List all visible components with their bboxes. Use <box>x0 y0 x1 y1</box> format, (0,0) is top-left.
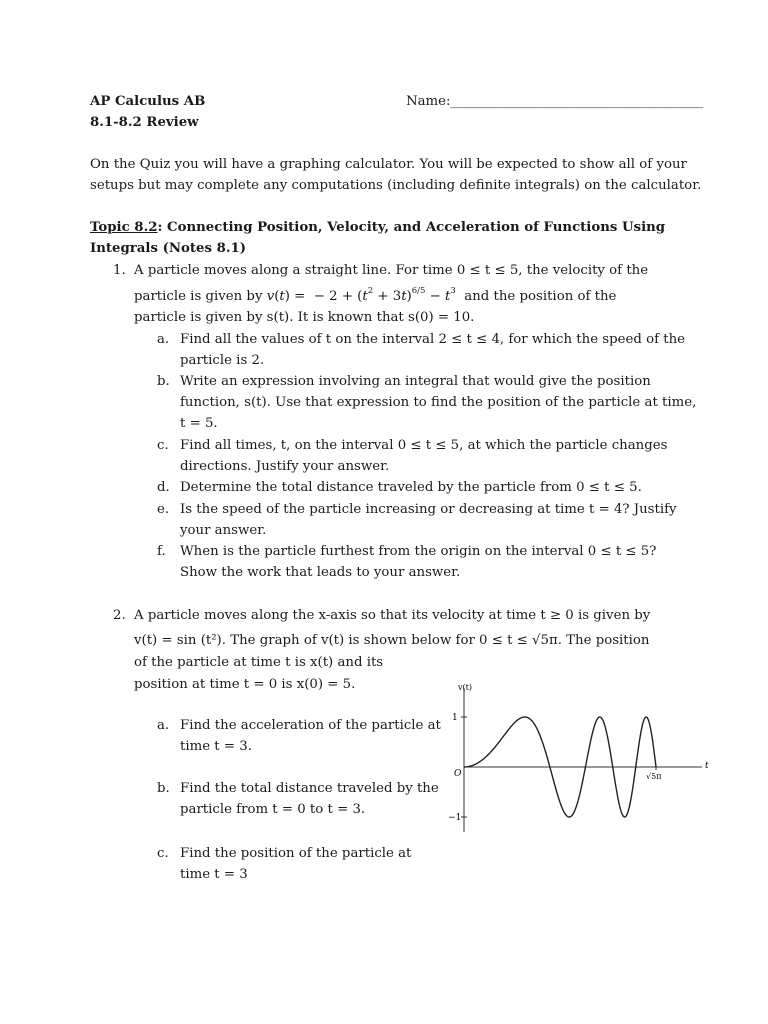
q1b-letter: b. <box>157 374 170 389</box>
q2a-letter: a. <box>157 718 170 733</box>
q2c-line-1: Find the position of the particle at <box>180 846 412 861</box>
y-tick-bottom-label: −1 <box>448 813 462 823</box>
topic-title-line-1: : Connecting Position, Velocity, and Acceleration of Functions Using <box>157 220 666 235</box>
name-field[interactable]: Name:______________________________________ <box>406 94 704 109</box>
q2-line-1: A particle moves along the x-axis so that its velocity at time t ≥ 0 is given by <box>134 608 651 623</box>
q1-line-3: particle is given by s(t). It is known that s(0) = 10. <box>134 310 475 325</box>
q2b-line-2: particle from t = 0 to t = 3. <box>180 802 366 817</box>
q2a-line-1: Find the acceleration of the particle at <box>180 718 441 733</box>
y-axis-label: v(t) <box>458 683 472 692</box>
q1-line-1: A particle moves along a straight line. For time 0 ≤ t ≤ 5, the velocity of the <box>134 263 649 278</box>
topic-heading <box>90 219 665 237</box>
intro-line-1: On the Quiz you will have a graphing calculator. You will be expected to show all of your <box>90 157 687 172</box>
q2c-line-2: time t = 3 <box>180 867 248 882</box>
q1-line-2: particle is given by v(t) = − $2 + (t^2 + 3t)^{6/5} - t^3$ and the position of the <box>134 286 617 304</box>
topic-label: Topic 8.2 <box>90 220 158 235</box>
q1c-line-1: Find all times, t, on the interval 0 ≤ t ≤ 5, at which the particle changes <box>180 438 668 453</box>
review-title: 8.1-8.2 Review <box>90 115 199 130</box>
q1c-letter: c. <box>157 438 169 453</box>
y-tick-top-label: 1 <box>452 713 458 723</box>
q2-line-4: position at time t = 0 is x(0) = 5. <box>134 677 356 692</box>
q1e-line-1: Is the speed of the particle increasing or decreasing at time t = 4? Justify <box>180 502 677 517</box>
q1a-letter: a. <box>157 332 170 347</box>
q1e-letter: e. <box>157 502 170 517</box>
q2a-line-2: time t = 3. <box>180 739 252 754</box>
q1d-line-1: Determine the total distance traveled by the particle from 0 ≤ t ≤ 5. <box>180 480 642 495</box>
q1c-line-2: directions. Justify your answer. <box>180 459 390 474</box>
q1d-letter: d. <box>157 480 170 495</box>
q1f-line-2: Show the work that leads to your answer. <box>180 565 461 580</box>
x-axis-label: t <box>705 761 709 771</box>
q2b-letter: b. <box>157 781 170 796</box>
q1b-line-2: function, s(t). Use that expression to find the position of the particle at time, <box>180 395 697 410</box>
q2-line-2: v(t) = sin (t²). The graph of v(t) is shown below for 0 ≤ t ≤ √5π. The position <box>134 633 650 648</box>
q2-line-3: of the particle at time t is x(t) and its <box>134 655 384 670</box>
q1f-letter: f. <box>157 544 166 559</box>
topic-title-line-2: Integrals (Notes 8.1) <box>90 241 247 256</box>
q1-number: 1. <box>113 263 126 278</box>
q1b-line-1: Write an expression involving an integral that would give the position <box>180 374 651 389</box>
q1a-line-1: Find all the values of t on the interval 2 ≤ t ≤ 4, for which the speed of the <box>180 332 686 347</box>
intro-line-2: setups but may complete any computations (including definite integrals) on the calculator. <box>90 178 702 193</box>
q2-number: 2. <box>113 608 126 623</box>
x-end-label: √5π <box>646 772 662 781</box>
q1f-line-1: When is the particle furthest from the origin on the interval 0 ≤ t ≤ 5? <box>180 544 657 559</box>
q1a-line-2: particle is 2. <box>180 353 265 368</box>
q1b-line-3: t = 5. <box>180 416 218 431</box>
q1e-line-2: your answer. <box>180 523 267 538</box>
q2b-line-1: Find the total distance traveled by the <box>180 781 439 796</box>
q2c-letter: c. <box>157 846 169 861</box>
course-title: AP Calculus AB <box>90 94 206 109</box>
origin-label: O <box>454 769 462 779</box>
velocity-graph <box>440 678 720 838</box>
